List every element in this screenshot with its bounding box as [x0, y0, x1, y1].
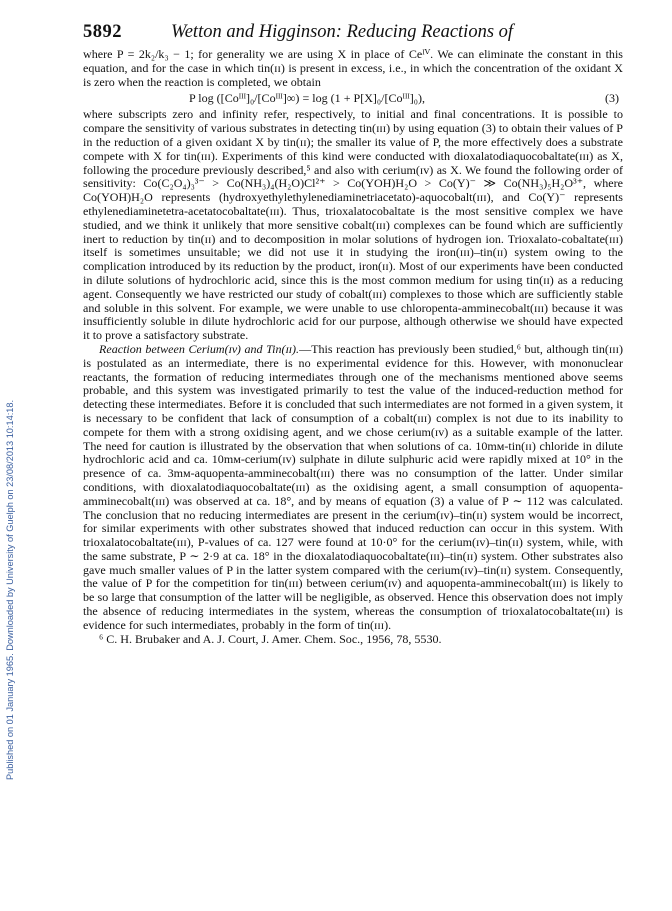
- section-heading: Reaction between Cerium(ɪᴠ) and Tin(ɪɪ).: [99, 341, 300, 356]
- download-notice: Published on 01 January 1965. Downloaded by University of Guelph on 23/08/2013 10:14:18.: [5, 399, 15, 780]
- paragraph-cerium-tin: [83, 343, 623, 633]
- paragraph-intro: where P = 2k₂/k₃ − 1; for generality we are using X in place of Ceᴵⱽ. We can eliminate the constant in this equation, and for the case in which tin(ɪɪ) is present in excess, i.e., in which the concentration of the oxidant X is zero when the reaction is completed, we obtain: [83, 47, 623, 89]
- footnote: ⁶ C. H. Brubaker and A. J. Court, J. Amer. Chem. Soc., 1956, 78, 5530.: [99, 631, 442, 646]
- journal-page: [83, 22, 623, 646]
- equation-number: (3): [604, 91, 619, 106]
- paragraph-sensitivity: where subscripts zero and infinity refer, respectively, to initial and final concentrations. It is possible to compare the sensitivity of various substrates in detecting tin(ɪɪɪ) by using equation (3) to obtain their values of P in the reduction of a given oxidant X by tin(ɪɪ); the smaller its value of P, the more effectively does a substrate compete with X for tin(ɪɪɪ). Experiments of this kind were conducted with dioxalatodiaquocobaltate(ɪɪɪ) as X, following the procedure previously described,⁵ and also with cerium(ɪᴠ) as X. We found the following order of sensitivity: Co(C₂O₄)₃³⁻ > Co(NH₃)₄(H₂O)Cl²⁺ > Co(YOH)H₂O > Co(Y)⁻ ≫ Co(NH₃)₅H₂O³⁺, where Co(YOH)H₂O represents (hydroxyethylethylenediaminetriacetato)-aquocobalt(ɪɪɪ), and Co(Y)⁻ represents ethylenediaminetetra-acetatocobaltate(ɪɪɪ). Thus, trioxalatocobaltate is the most sensitive complex we have studied, and we think it unlikely that more sensitive cobalt(ɪɪɪ) complexes can be found which are sufficiently inert to reduction by tin(ɪɪ) and to decomposition in molar solutions of hydrogen ion. Trioxalato-cobaltate(ɪɪɪ) itself is sometimes unsuitable; we did not use it in studying the iron(ɪɪɪ)–tin(ɪɪ) system owing to the complication introduced by its reduction by the product, iron(ɪɪ). Most of our experiments have been conducted in dilute solutions of hydrochloric acid, since this is the most common medium for using tin(ɪɪ) as a reducing agent. Consequently we have restricted our study of cobalt(ɪɪɪ) complexes to those which are sufficiently stable and soluble in this solvent. For example, we were unable to use chloropenta-amminecobalt(ɪɪɪ) because it was insufficiently soluble in dilute hydrochloric acid for our purpose, although otherwise we should have expected it to prove a satisfactory substrate.: [83, 107, 623, 343]
- equation-expression: P log ([Coᴵᴵᴵ]₀/[Coᴵᴵᴵ]∞) = log (1 + P[X]₀/[Coᴵᴵᴵ]₀),: [189, 91, 425, 106]
- article-body: [83, 48, 623, 646]
- equation-3: [83, 90, 623, 106]
- page-number: 5892: [83, 22, 122, 42]
- page-header: [83, 22, 623, 48]
- running-head: Wetton and Higginson: Reducing Reactions of: [171, 22, 514, 42]
- download-watermark: [3, 120, 17, 780]
- section-text: —This reaction has previously been studied,⁶ but, although tin(ɪɪɪ) is postulated as an intermediate, there is no experimental evidence for this. However, with mononuclear reactants, the formation of reducing intermediates through one of the mechanisms mentioned above seems probable, and this system was investigated primarily to test the value of the induced-reduction method for detecting these intermediates. Before it is concluded that such intermediates are not formed in a given system, it is necessary to be confident that lack of consumption of a cobalt(ɪɪɪ) complex is not due to its inability to compete for them with a strong oxidising agent, and we chose cerium(ɪᴠ) as a suitable example of the latter. The need for caution is illustrated by the observation that when solutions of ca. 10mᴍ-tin(ɪɪ) chloride in dilute hydrochloric acid and ca. 10mᴍ-cerium(ɪᴠ) sulphate in dilute sulphuric acid were rapidly mixed at 10° in the presence of ca. 3mᴍ-aquopenta-amminecobalt(ɪɪɪ) there was no consumption of the latter. Under similar conditions, with dioxalatodiaquocobaltate(ɪɪɪ) as the oxidising agent, a small consumption of aquopenta-amminecobalt(ɪɪɪ) was observed at ca. 18°, and by means of equation (3) a value of P ∼ 112 was calculated. The conclusion that no reducing intermediates are present in the cerium(ɪᴠ)–tin(ɪɪ) system would be incorrect, for similar experiments with other substrates showed that induced reduction can occur in this system. With trioxalatocobaltate(ɪɪɪ), P-values of ca. 127 were found at 10·0° for the cerium(ɪᴠ)–tin(ɪɪ) system, while, with the same substrate, P ∼ 2·9 at ca. 18° in the dioxalatodiaquocobaltate(ɪɪɪ)–tin(ɪɪ) system. Other substrates also gave much smaller values of P in the latter system compared with the cerium(ɪᴠ)–tin(ɪɪ) system. Consequently, the value of P for the competition for tin(ɪɪɪ) between cerium(ɪᴠ) and aquopenta-amminecobalt(ɪɪɪ) is likely to be so large that consumption of the latter will be negligible, as observed. Hence this observation does not imply the absence of reducing intermediates in the system, whereas the consumption of trioxalatocobaltate(ɪɪɪ) is evidence for such intermediates, probably in the form of tin(ɪɪɪ).: [83, 341, 623, 632]
